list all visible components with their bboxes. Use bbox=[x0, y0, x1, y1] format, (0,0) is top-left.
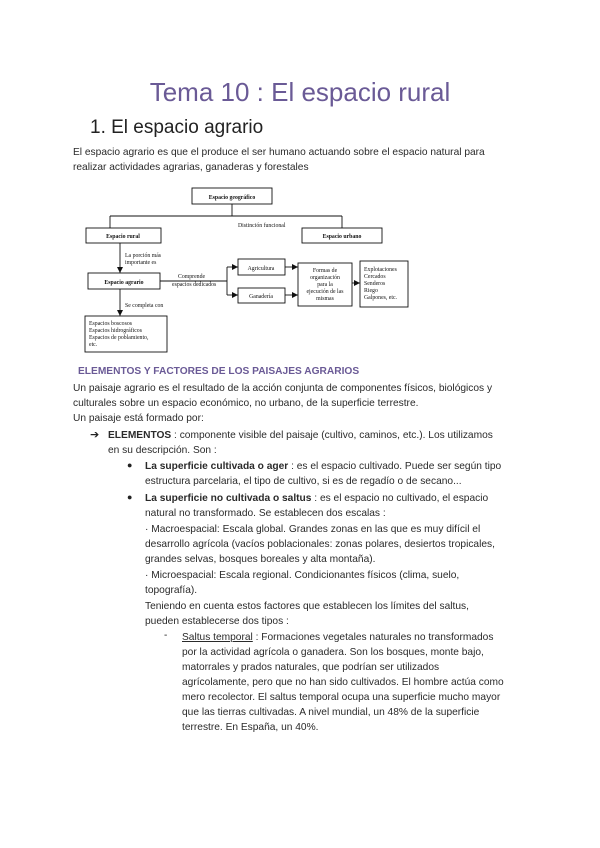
diagram-formas-label-2: organización bbox=[310, 275, 340, 281]
paragraph-line: Un paisaje está formado por: bbox=[73, 413, 204, 424]
diagram-completa-label: Se completa con bbox=[125, 303, 164, 309]
espacio-geografico-diagram bbox=[80, 183, 410, 353]
macro-line-2: desarrollo agrícola (vacíos poblacionales: zonas polares, desiertos tropicales, bbox=[145, 539, 495, 550]
ager-line-1 bbox=[145, 459, 501, 475]
ager-line-2: estructura parcelaria, el tipo de cultivo, si es de regadío o de secano... bbox=[145, 476, 462, 487]
diagram-espacios-label-2: Espacios hidrográficos bbox=[89, 328, 142, 334]
paragraph-line: Un paisaje agrario es el resultado de la acción conjunta de componentes físicos, biológicos y bbox=[73, 383, 493, 394]
macro-line-3: grandes selvas, bosques boreales y alta montaña). bbox=[145, 554, 376, 565]
saltus-temporal-line-7: terrestre. En España, un 40%. bbox=[182, 722, 319, 733]
diagram-root-label: Espacio geográfico bbox=[208, 195, 256, 201]
macro-line-1: · Macroespacial: Escala global. Grandes zonas en las que es muy difícil el bbox=[145, 524, 481, 535]
diagram-portion-label-2: importante es bbox=[125, 260, 157, 266]
diagram-urban-label: Espacio urbano bbox=[322, 234, 362, 240]
diagram-comprende-label-2: espacios dedicados bbox=[172, 282, 217, 288]
section-heading-elementos-factores: ELEMENTOS Y FACTORES DE LOS PAISAJES AGRARIOS bbox=[78, 366, 360, 377]
diagram-formas-label-3: para la bbox=[317, 282, 333, 288]
diagram-explotaciones-label-4: Riego bbox=[364, 288, 378, 294]
section-heading-espacio-agrario: 1. El espacio agrario bbox=[90, 117, 264, 138]
elementos-line-2: en su descripción. Son : bbox=[108, 445, 217, 456]
diagram-explotaciones-label-3: Senderos bbox=[364, 281, 386, 287]
saltus-term: La superficie no cultivada o saltus bbox=[145, 493, 312, 504]
ager-term: La superficie cultivada o ager bbox=[145, 461, 289, 472]
diagram-explotaciones-label-1: Explotaciones bbox=[364, 267, 397, 273]
diagram-espacios-label-4: etc. bbox=[89, 342, 98, 348]
diagram-espacios-label-3: Espacios de poblamiento, bbox=[89, 335, 149, 341]
bullet-icon: ● bbox=[127, 460, 133, 470]
diagram-explotaciones-label-5: Galpones, etc. bbox=[364, 295, 397, 301]
diagram-agricultura-label: Agricultura bbox=[247, 266, 275, 272]
diagram-formas-label-1: Formas de bbox=[312, 268, 338, 274]
elementos-definition: : componente visible del paisaje (cultivo, caminos, etc.). Los utilizamos bbox=[171, 430, 493, 441]
diagram-ganaderia-label: Ganadería bbox=[249, 294, 273, 300]
saltus-line-1 bbox=[145, 491, 488, 507]
bullet-icon: ● bbox=[127, 492, 133, 502]
elementos-term: ELEMENTOS bbox=[108, 430, 172, 441]
diagram-espacios-label-1: Espacios boscosos bbox=[89, 321, 132, 327]
saltus-temporal-line-2: por la actividad agrícola o ganadera. Son los bosques, monte bajo, bbox=[182, 647, 484, 658]
saltus-temporal-line-5: mero recolector. El saltus temporal ocupa una superficie mucho mayor bbox=[182, 692, 501, 703]
paragraph-line: culturales sobre un espacio económico, no urbano, de la superficie terrestre. bbox=[73, 398, 419, 409]
diagram-agrario-label: Espacio agrario bbox=[104, 280, 144, 286]
saltus-temporal-definition: : Formaciones vegetales naturales no transformados bbox=[252, 632, 494, 643]
saltus-definition: : es el espacio no cultivado, el espacio bbox=[311, 493, 489, 504]
micro-line-2: topografía). bbox=[145, 585, 198, 596]
micro-line-1: · Microespacial: Escala regional. Condicionantes físicos (clima, suelo, bbox=[145, 570, 460, 581]
intro-line-1: El espacio agrario es que el produce el ser humano actuando sobre el espacio natural para bbox=[73, 147, 485, 158]
tipos-line-1: Teniendo en cuenta estos factores que establecen los límites del saltus, bbox=[145, 601, 469, 612]
arrow-icon: ➔ bbox=[90, 429, 100, 441]
diagram-explotaciones-label-2: Cercados bbox=[364, 274, 386, 280]
diagram-split-label: Distinción funcional bbox=[238, 223, 286, 229]
saltus-temporal-term: Saltus temporal bbox=[182, 632, 253, 643]
saltus-line-2: natural no transformado. Se establecen dos escalas : bbox=[145, 508, 386, 519]
saltus-temporal-line-3: matorrales y prados naturales, que podrían ser utilizados bbox=[182, 662, 440, 673]
diagram-formas-label-5: mismas bbox=[316, 296, 334, 302]
intro-line-2: realizar actividades agrarias, ganaderas y forestales bbox=[73, 162, 309, 173]
diagram-rural-label: Espacio rural bbox=[106, 234, 140, 240]
dash-icon: - bbox=[164, 630, 168, 641]
saltus-temporal-line-6: que las tierras cultivadas. A nivel mundial, un 48% de la superficie bbox=[182, 707, 480, 718]
diagram-comprende-label-1: Comprende bbox=[178, 274, 206, 280]
ager-definition: : es el espacio cultivado. Puede ser según tipo bbox=[288, 461, 502, 472]
diagram-formas-label-4: ejecución de las bbox=[306, 289, 344, 295]
page-title: Tema 10 : El espacio rural bbox=[149, 77, 451, 107]
diagram-portion-label-1: La porción más bbox=[125, 253, 162, 259]
tipos-line-2: pueden establecerse dos tipos : bbox=[145, 616, 289, 627]
elementos-line-1 bbox=[108, 428, 493, 444]
saltus-temporal-line-1 bbox=[182, 630, 493, 646]
saltus-temporal-line-4: agrícolamente, pero que no han sido cultivados. El hombre actúa como bbox=[182, 677, 504, 688]
